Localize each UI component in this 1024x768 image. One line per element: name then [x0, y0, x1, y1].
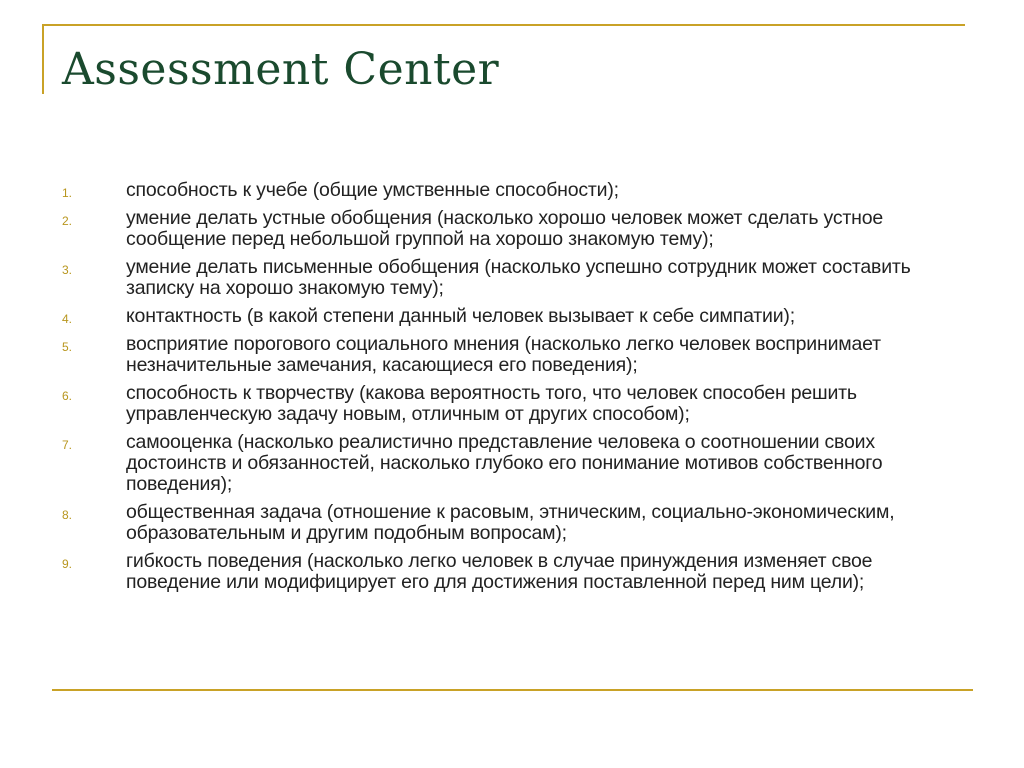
item-number: 6. [62, 389, 73, 403]
item-text: контактность (в какой степени данный человек вызывает к себе симпатии); [126, 305, 795, 327]
item-number: 9. [62, 557, 73, 571]
list-item [62, 208, 972, 250]
bottom-rule [52, 689, 973, 691]
left-rule [42, 24, 44, 94]
item-text: способность к творчеству (какова вероятность того, что человек способен решить управленческую задачу новым, отличным от других способом); [126, 382, 857, 425]
list-item [62, 306, 972, 327]
item-number: 7. [62, 438, 73, 452]
slide-title: Assessment Center [62, 44, 500, 95]
list-item [62, 432, 972, 495]
item-number: 3. [62, 263, 73, 277]
item-text: гибкость поведения (насколько легко человек в случае принуждения изменяет свое поведение или модифицирует его для достижения поставленной перед ним цели); [126, 550, 873, 593]
list-item [62, 257, 972, 299]
top-rule [42, 24, 965, 26]
list-item [62, 334, 972, 376]
item-number: 5. [62, 340, 73, 354]
list-item [62, 383, 972, 425]
item-text: общественная задача (отношение к расовым, этническим, социально-экономическим, образовательным и другим подобным вопросам); [126, 501, 895, 544]
item-text: умение делать письменные обобщения (насколько успешно сотрудник может составить записку на хорошо знакомую тему); [126, 256, 911, 299]
criteria-list [62, 180, 972, 600]
item-text: умение делать устные обобщения (насколько хорошо человек может сделать устное сообщение перед небольшой группой на хорошо знакомую тему); [126, 207, 883, 250]
item-number: 4. [62, 312, 73, 326]
item-number: 1. [62, 186, 73, 200]
list-item [62, 502, 972, 544]
list-item [62, 551, 972, 593]
item-number: 8. [62, 508, 73, 522]
item-text: самооценка (насколько реалистично представление человека о соотношении своих достоинств и обязанностей, насколько глубоко его понимание мотивов собственного поведения); [126, 431, 883, 495]
item-number: 2. [62, 214, 73, 228]
item-text: способность к учебе (общие умственные способности); [126, 179, 619, 201]
list-item [62, 180, 972, 201]
item-text: восприятие порогового социального мнения (насколько легко человек воспринимает незначительные замечания, касающиеся его поведения); [126, 333, 881, 376]
